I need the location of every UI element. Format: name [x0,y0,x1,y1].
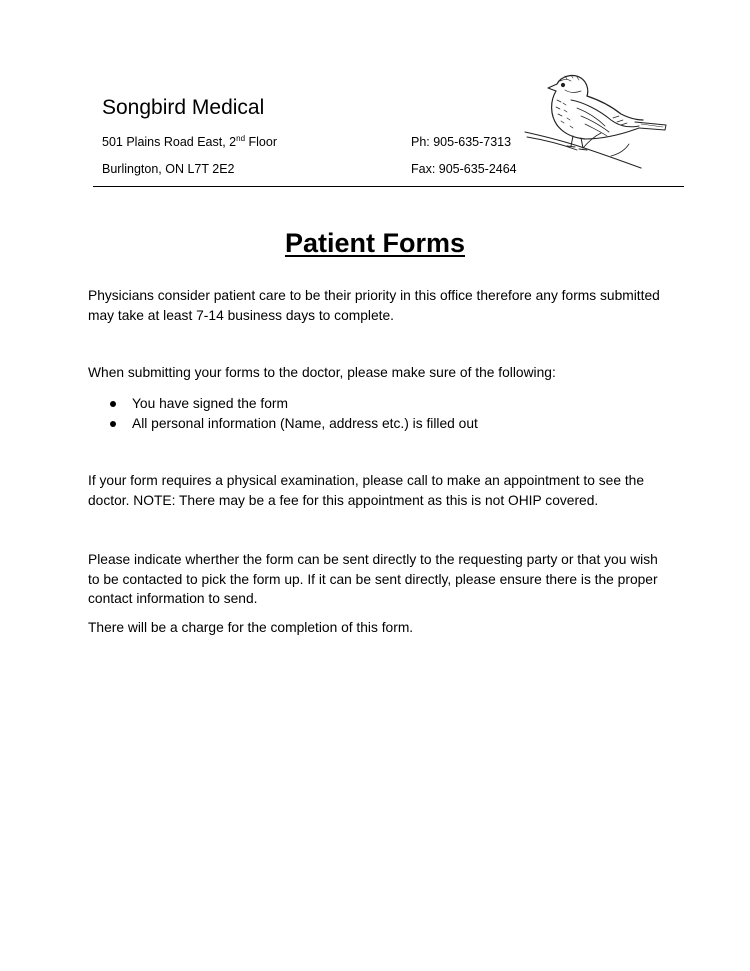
charge-paragraph: There will be a charge for the completion of this form. [88,620,414,635]
header-divider [93,186,684,187]
address-line-2: Burlington, ON L7T 2E2 [102,162,235,176]
list-item: You have signed the form [88,394,668,414]
checklist-intro: When submitting your forms to the doctor, please make sure of the following: [88,365,556,380]
page-title: Patient Forms [284,228,466,259]
sparrow-logo-icon [523,70,673,174]
submission-checklist [88,394,668,434]
clinic-name: Songbird Medical [102,96,265,119]
phone-number: Ph: 905-635-7313 [411,135,512,149]
floor-ordinal-superscript: nd [236,133,246,143]
address-line-1 [102,134,277,150]
address-line-1-suffix: Floor [245,135,277,149]
delivery-paragraph: Please indicate wherther the form can be sent directly to the requesting party or that you wish to be contacted to pick the form up. If it can be sent directly, please ensure there is the proper contact information to send. [88,552,658,606]
physical-exam-paragraph: If your form requires a physical examination, please call to make an appointment to see the doctor. NOTE: There may be a fee for this appointment as this is not OHIP covered. [88,473,645,508]
list-item: All personal information (Name, address etc.) is filled out [88,414,668,434]
fax-number: Fax: 905-635-2464 [411,162,517,176]
priority-paragraph: Physicians consider patient care to be their priority in this office therefore any forms submitted may take at least 7-14 business days to complete. [88,288,660,323]
address-line-1-prefix: 501 Plains Road East, 2 [102,135,237,149]
